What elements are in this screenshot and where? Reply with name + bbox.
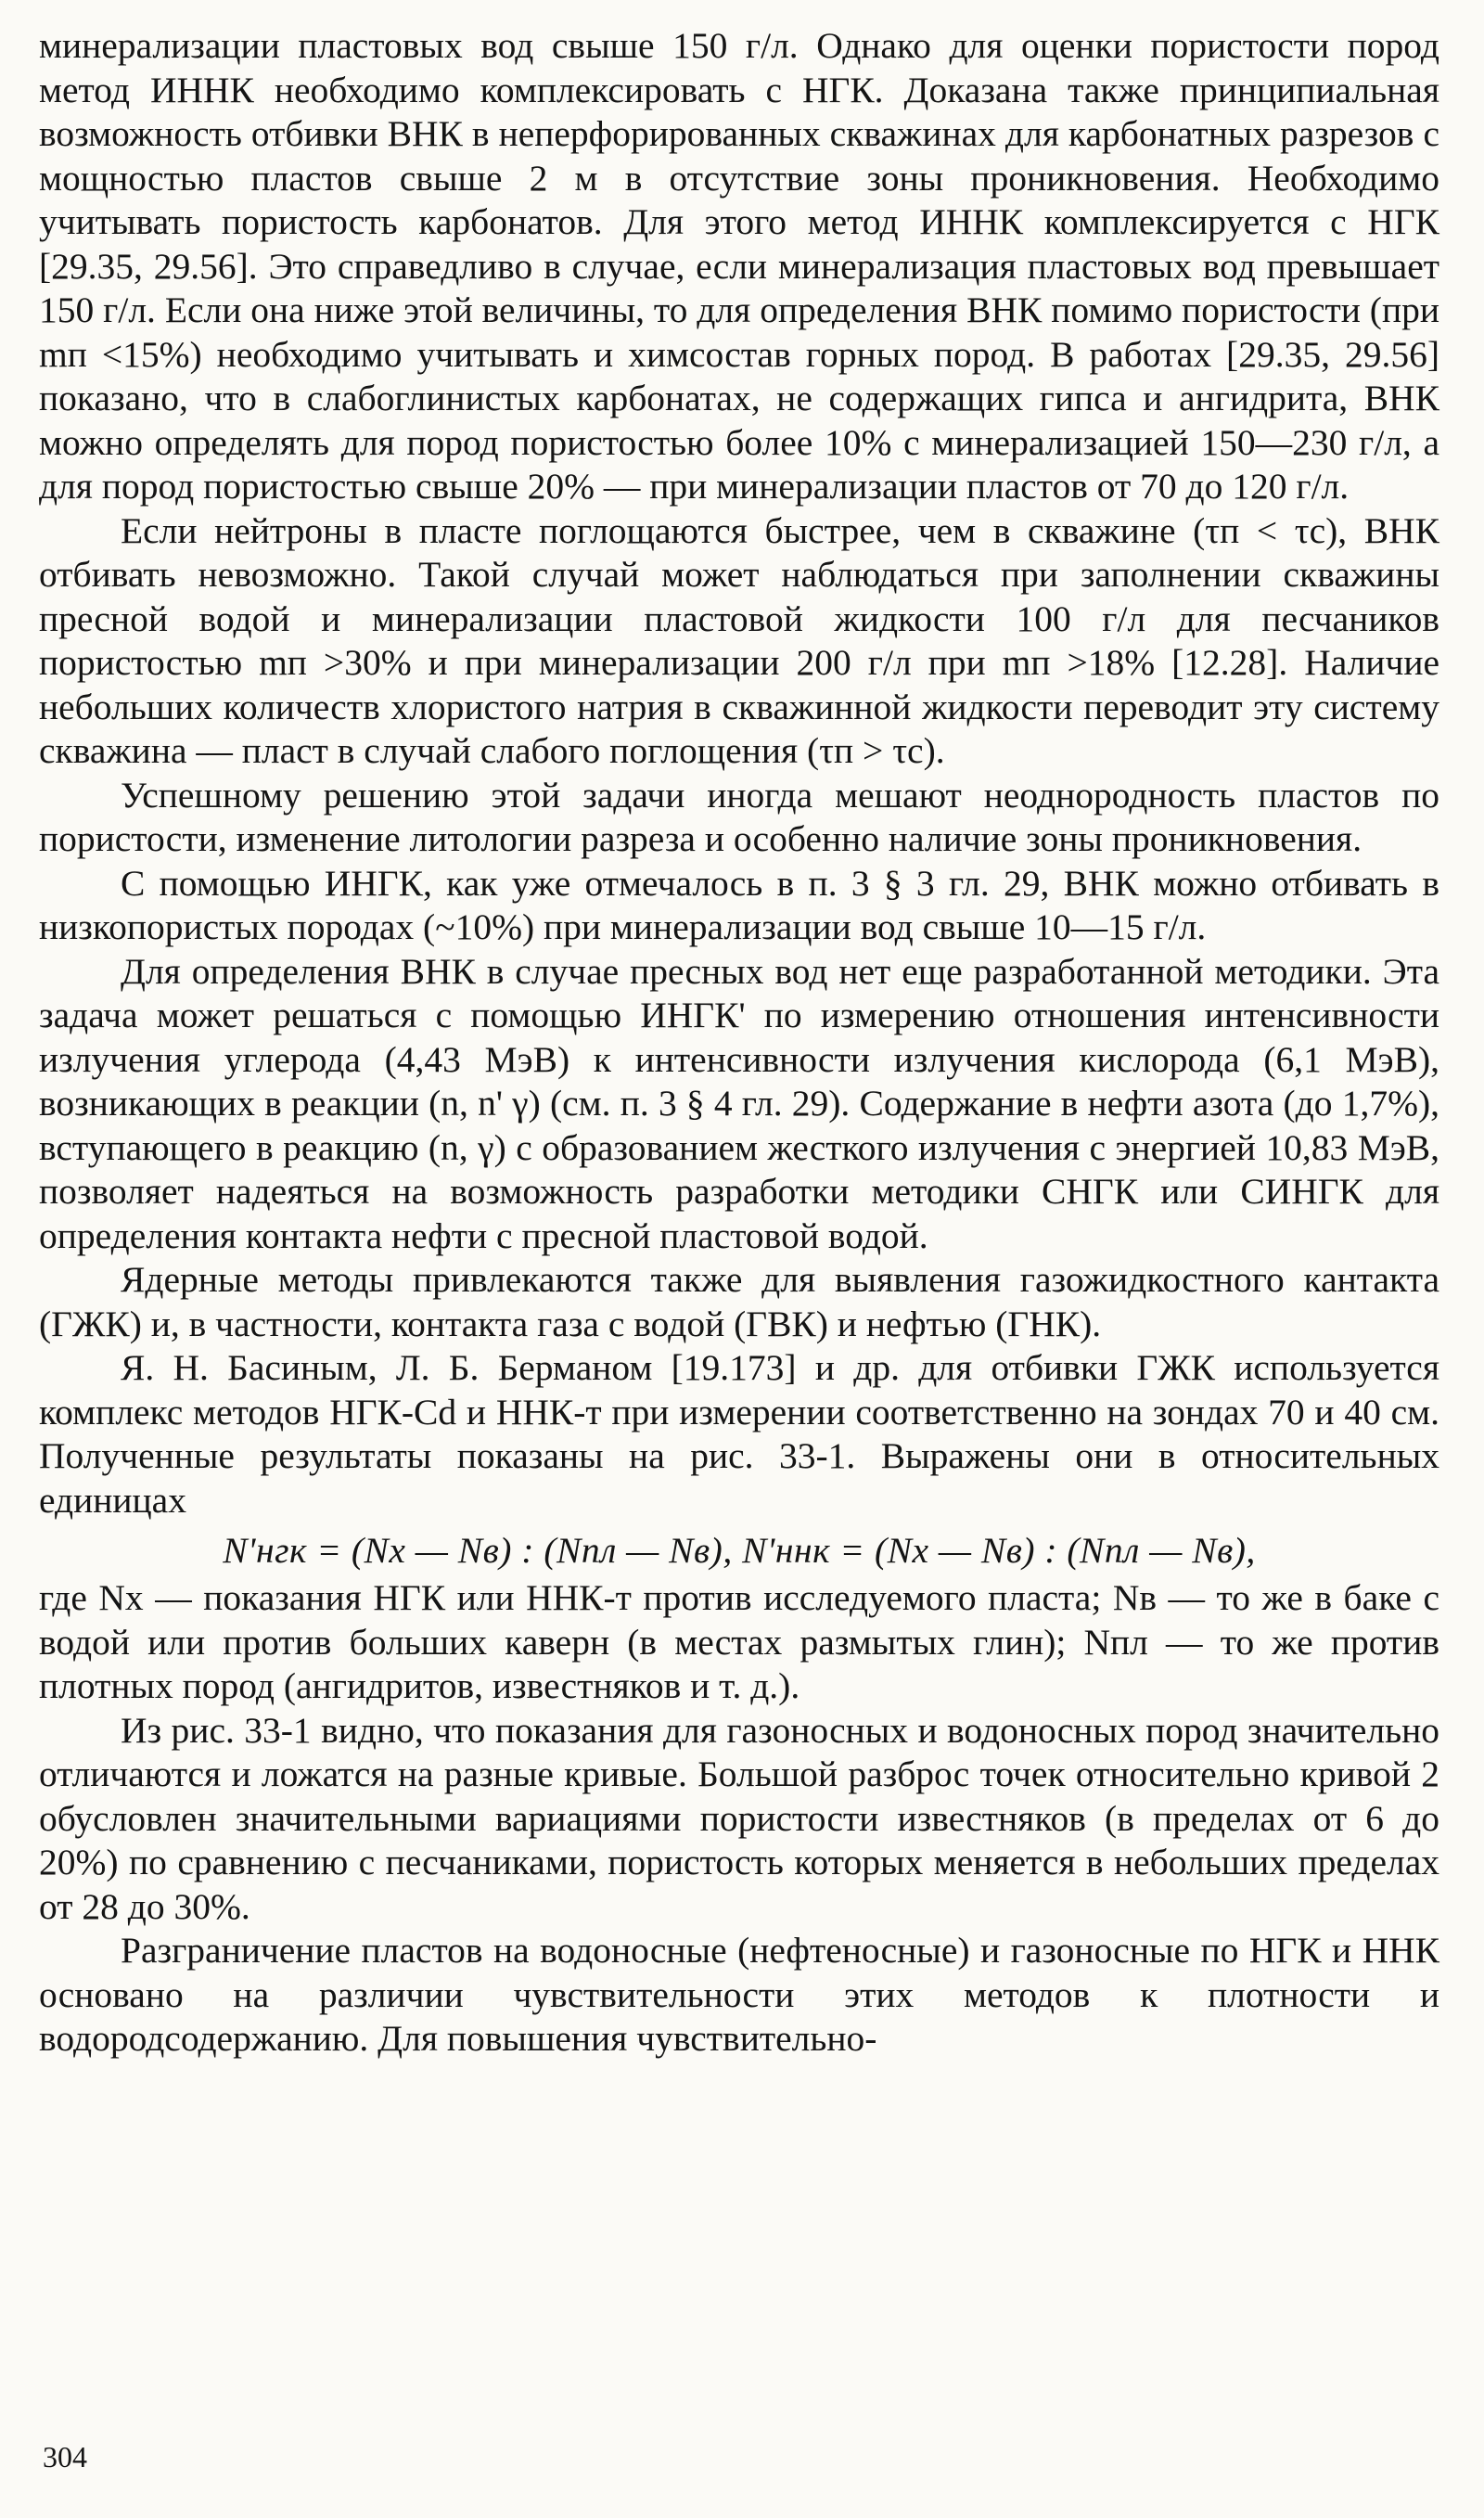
paragraph-6: Ядерные методы привлекаются также для выявления газожидкостного кантакта (ГЖК) и, в частности, контакта газа с водой (ГВК) и нефтью (ГНК). — [39, 1259, 1439, 1344]
paragraph-9: Из рис. 33-1 видно, что показания для газоносных и водоносных пород значительно отличаются и ложатся на разные кривые. Большой разброс точек относительно кривой 2 обусловлен значительными вариациями пористости известняков (в пределах от 6 до 20%) по сравнению с песчаниками, пористость которых меняется в небольших пределах от 28 до 30%. — [39, 1709, 1439, 1927]
page-body — [39, 24, 1439, 2062]
paragraph-1: минерализации пластовых вод свыше 150 г/л. Однако для оценки пористости пород метод ИННК необходимо комплексировать с НГК. Доказана также принципиальная возможность отбивки ВНК в неперфорированных скважинах для карбонатных разрезов с мощностью пластов свыше 2 м в отсутствие зоны проникновения. Необходимо учитывать пористость карбонатов. Для этого метод ИННК комплексируется с НГК [29.35, 29.56]. Это справедливо в случае, если минерализация пластовых вод превышает 150 г/л. Если она ниже этой величины, то для определения ВНК помимо пористости (при mп <15%) необходимо учитывать и химсостав горных пород. В работах [29.35, 29.56] показано, что в слабоглинистых карбонатах, не содержащих гипса и ангидрита, ВНК можно определять для пород пористостью более 10% с минерализацией 150—230 г/л, а для пород пористостью свыше 20% — при минерализации пластов от 70 до 120 г/л. — [39, 25, 1439, 507]
paragraph-2: Если нейтроны в пласте поглощаются быстрее, чем в скважине (τп < τс), ВНК отбивать невозможно. Такой случай может наблюдаться при заполнении скважины пресной водой и минерализации пластовой жидкости 100 г/л для песчаников пористостью mп >30% и при минерализации 200 г/л при mп >18% [12.28]. Наличие небольших количеств хлористого натрия в скважинной жидкости переводит эту систему скважина — пласт в случай слабого поглощения (τп > τс). — [39, 509, 1439, 771]
paragraph-8: где Nx — показания НГК или ННК-т против исследуемого пласта; Nв — то же в баке с водой или против больших каверн (в местах размытых глин); Nпл — то же против плотных пород (ангидритов, известняков и т. д.). — [39, 1577, 1439, 1706]
paragraph-3: Успешному решению этой задачи иногда мешают неоднородность пластов по пористости, изменение литологии разреза и особенно наличие зоны проникновения. — [39, 774, 1439, 859]
paragraph-7: Я. Н. Басиным, Л. Б. Берманом [19.173] и др. для отбивки ГЖК используется комплекс методов НГК-Cd и ННК-т при измерении соответственно на зондах 70 и 40 см. Полученные результаты показаны на рис. 33-1. Выражены они в относительных единицах — [39, 1347, 1439, 1521]
page-number: 304 — [43, 2440, 87, 2473]
formula-relative-units: N'нгк = (Nx — Nв) : (Nпл — Nв), N'ннк = (Nx — Nв) : (Nпл — Nв), — [223, 1530, 1256, 1571]
paragraph-5: Для определения ВНК в случае пресных вод нет еще разработанной методики. Эта задача может решаться с помощью ИНГК' по измерению отношения интенсивности излучения углерода (4,43 МэВ) к интенсивности излучения кислорода (6,1 МэВ), возникающих в реакции (n, n' γ) (см. п. 3 § 4 гл. 29). Содержание в нефти азота (до 1,7%), вступающего в реакцию (n, γ) с образованием жесткого излучения с энергией 10,83 МэВ, позволяет надеяться на возможность разработки методики СНГК или СИНГК для определения контакта нефти с пресной пластовой водой. — [39, 950, 1439, 1256]
paragraph-10: Разграничение пластов на водоносные (нефтеносные) и газоносные по НГК и ННК основано на различии чувствительности этих методов к плотности и водородсодержанию. Для повышения чувствительно- — [39, 1930, 1439, 2059]
paragraph-4: С помощью ИНГК, как уже отмечалось в п. 3 § 3 гл. 29, ВНК можно отбивать в низкопористых породах (~10%) при минерализации вод свыше 10—15 г/л. — [39, 862, 1439, 947]
